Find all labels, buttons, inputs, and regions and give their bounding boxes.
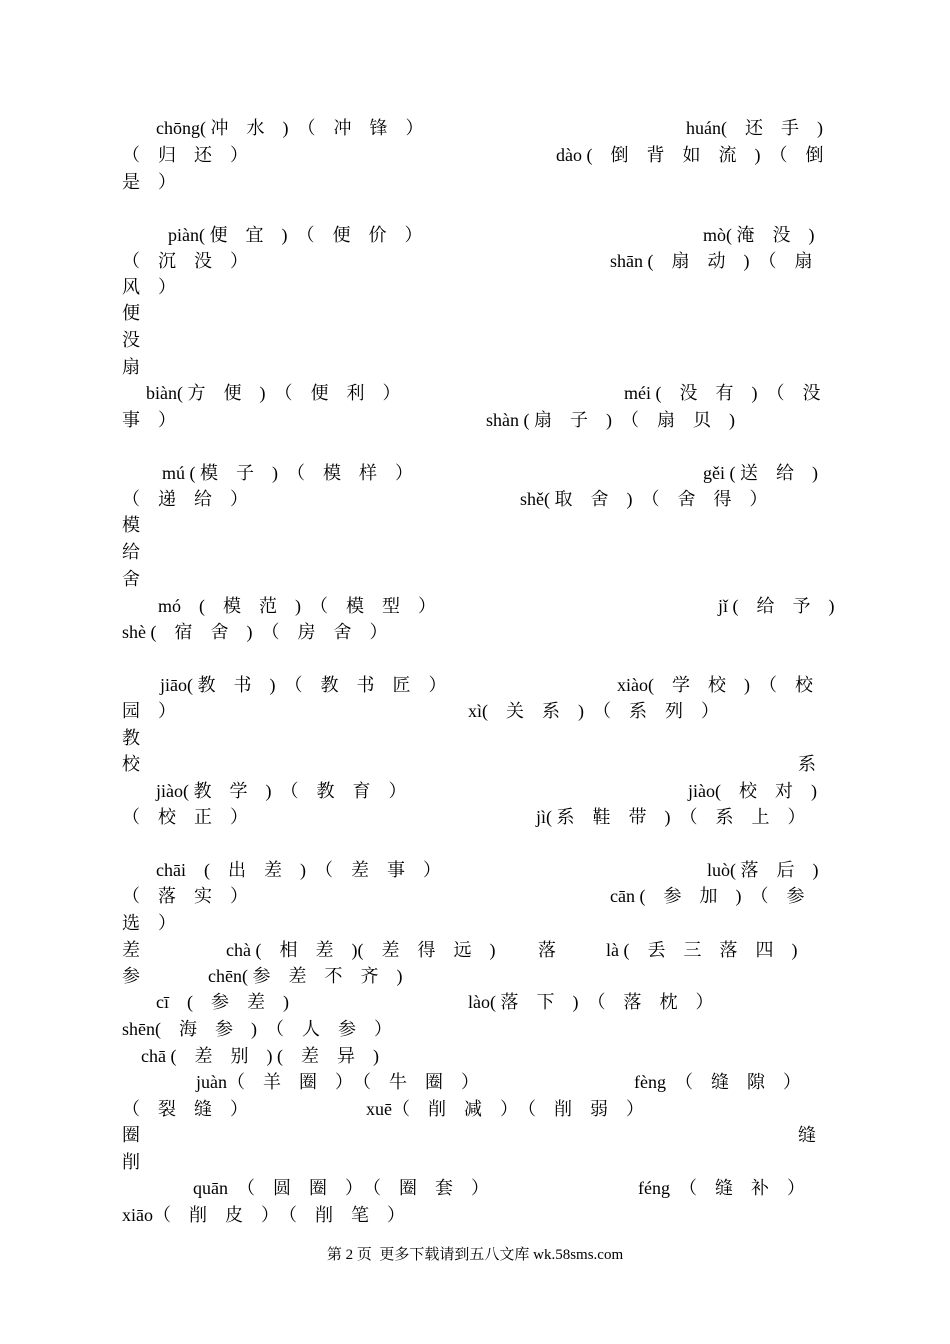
- text-line: mú ( 模 子 ) （ 模 样 ）: [162, 463, 413, 483]
- text-line: luò( 落 后 ): [707, 860, 819, 880]
- text-line: là ( 丢 三 落 四 ): [606, 940, 798, 960]
- text-line: xuē（ 削 减 ） （ 削 弱 ）: [366, 1099, 644, 1119]
- text-line: féng （ 缝 补 ）: [638, 1178, 805, 1198]
- text-line: 事 ）: [122, 410, 176, 430]
- text-line: chāi ( 出 差 ) （ 差 事 ）: [156, 860, 441, 880]
- text-line: 给: [122, 542, 140, 562]
- text-line: shě( 取 舍 ) （ 舍 得 ）: [520, 489, 768, 509]
- text-line: dào ( 倒 背 如 流 ) （ 倒: [556, 145, 824, 165]
- text-line: lào( 落 下 ) （ 落 枕 ）: [468, 992, 714, 1012]
- text-line: gěi ( 送 给 ): [703, 463, 818, 483]
- text-line: xiāo（ 削 皮 ） （ 削 笔 ）: [122, 1205, 405, 1225]
- text-line: juàn（ 羊 圈 ） （ 牛 圈 ）: [196, 1072, 479, 1092]
- text-line: 教: [122, 728, 140, 748]
- text-line: jiào( 校 对 ): [688, 781, 817, 801]
- text-line: 舍: [122, 569, 140, 589]
- text-line: （ 校 正 ）: [122, 807, 248, 827]
- text-line: 落: [538, 940, 556, 960]
- text-line: xiào( 学 校 ) （ 校: [617, 675, 813, 695]
- text-line: cī ( 参 差 ): [156, 992, 289, 1012]
- text-line: chà ( 相 差 )( 差 得 远 ): [226, 940, 496, 960]
- text-line: 圈: [122, 1125, 140, 1145]
- text-line: 系: [798, 754, 816, 774]
- text-line: jǐ ( 给 予 ): [718, 596, 835, 616]
- text-line: 选 ）: [122, 913, 176, 933]
- text-line: biàn( 方 便 ) （ 便 利 ）: [146, 383, 401, 403]
- page-footer: 第 2 页 更多下载请到五八文库 wk.58sms.com: [326, 1247, 624, 1263]
- text-line: （ 落 实 ）: [122, 886, 248, 906]
- text-line: 便: [122, 303, 140, 323]
- text-line: shēn( 海 参 ) （ 人 参 ）: [122, 1019, 392, 1039]
- text-line: mó ( 模 范 ) （ 模 型 ）: [158, 596, 436, 616]
- text-line: fèng （ 缝 隙 ）: [634, 1072, 801, 1092]
- text-line: chēn( 参 差 不 齐 ): [208, 966, 403, 986]
- text-line: cān ( 参 加 ) （ 参: [610, 886, 805, 906]
- text-line: shàn ( 扇 子 ) （ 扇 贝 ): [486, 410, 735, 430]
- text-line: 削: [122, 1152, 140, 1172]
- text-line: 缝: [798, 1125, 816, 1145]
- text-line: mò( 淹 没 ): [703, 225, 815, 245]
- text-line: shè ( 宿 舍 ) （ 房 舍 ）: [122, 622, 388, 642]
- text-line: 风 ）: [122, 277, 176, 297]
- text-line: （ 归 还 ）: [122, 145, 248, 165]
- text-line: chā ( 差 别 ) ( 差 异 ): [141, 1046, 379, 1066]
- text-line: 校: [122, 754, 140, 774]
- text-line: piàn( 便 宜 ) （ 便 价 ）: [168, 225, 423, 245]
- text-line: jiào( 教 学 ) （ 教 育 ）: [156, 781, 407, 801]
- text-line: chōng( 冲 水 ) （ 冲 锋 ）: [156, 118, 424, 138]
- text-line: méi ( 没 有 ) （ 没: [624, 383, 821, 403]
- text-line: （ 沉 没 ）: [122, 251, 248, 271]
- text-line: huán( 还 手 ): [686, 118, 823, 138]
- text-line: jì( 系 鞋 带 ) （ 系 上 ）: [536, 807, 806, 827]
- text-line: 参: [122, 966, 140, 986]
- text-line: （ 递 给 ）: [122, 489, 248, 509]
- text-line: （ 裂 缝 ）: [122, 1099, 248, 1119]
- text-line: quān （ 圆 圈 ） （ 圈 套 ）: [193, 1178, 489, 1198]
- text-line: 是 ）: [122, 172, 176, 192]
- text-line: 没: [122, 330, 140, 350]
- text-line: 差: [122, 940, 140, 960]
- text-line: 园 ）: [122, 701, 176, 721]
- text-line: shān ( 扇 动 ) （ 扇: [610, 251, 813, 271]
- text-line: 扇: [122, 357, 140, 377]
- text-line: xì( 关 系 ) （ 系 列 ）: [468, 701, 719, 721]
- text-line: jiāo( 教 书 ) （ 教 书 匠 ）: [160, 675, 447, 695]
- text-line: 模: [122, 515, 140, 535]
